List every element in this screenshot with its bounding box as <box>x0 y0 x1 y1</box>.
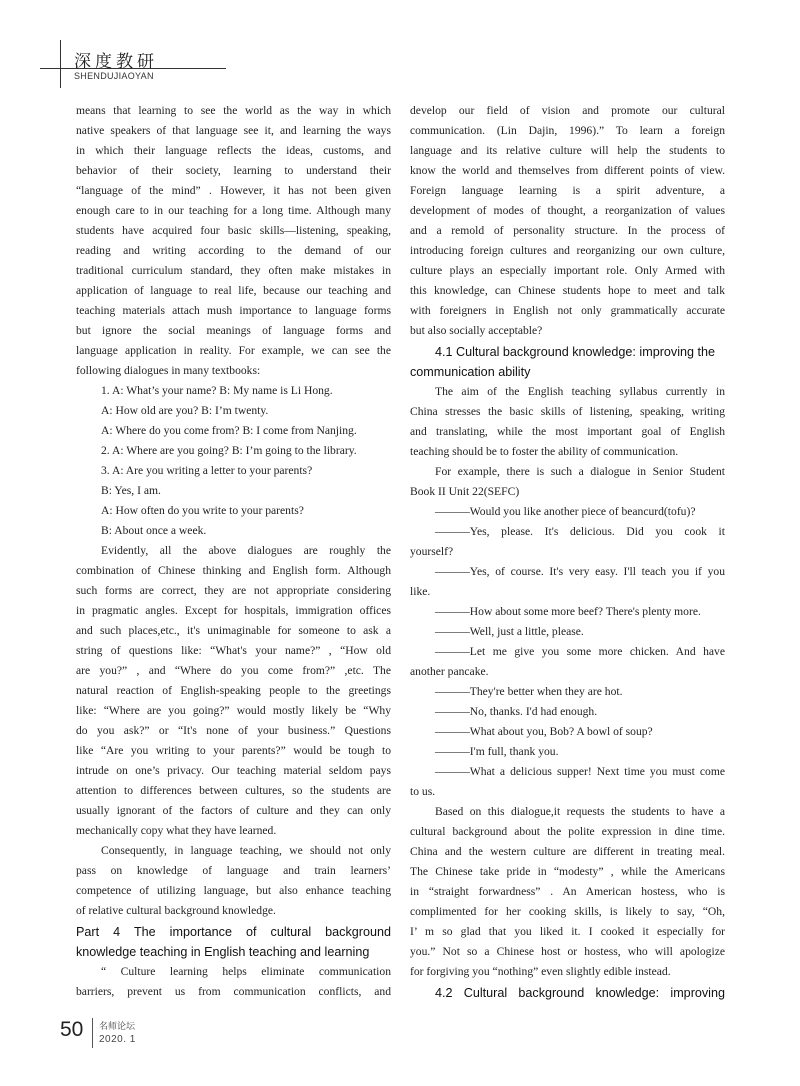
text-line: students have acquired four basic skills—listening, speaking, <box>76 224 391 237</box>
text-line: traditional curriculum standard, they often make mistakes in <box>76 264 391 277</box>
text-line: combination of Chinese thinking and English form. Although <box>76 564 391 577</box>
section-heading-line: Part 4 The importance of cultural background <box>76 925 391 939</box>
text-line: I’ m so glad that you liked it. I cooked it especially for <box>410 925 725 938</box>
text-line: mechanically copy what they have learned. <box>76 824 277 837</box>
section-heading-line: communication ability <box>410 365 531 379</box>
text-line: ———Well, just a little, please. <box>435 625 584 638</box>
text-line: natural reaction of English-speaking people to the greetings <box>76 684 391 697</box>
text-line: development of modes of thought, a reorganization of values <box>410 204 725 217</box>
dialogue-line: B: About once a week. <box>101 524 207 537</box>
text-line: you.” Not so a Chinese host or hostess, who will apologize <box>410 945 725 958</box>
footer-divider <box>92 1018 93 1048</box>
text-line: For example, there is such a dialogue in Senior Student <box>435 465 725 478</box>
text-line: do you ask?” or “It's none of your business.” Questions <box>76 724 391 737</box>
issue-number: 2020. 1 <box>99 1034 136 1045</box>
text-line: in pragmatic angles. Except for hospitals, immigration offices <box>76 604 391 617</box>
text-line: The aim of the English teaching syllabus currently in <box>435 385 725 398</box>
text-line: another pancake. <box>410 665 489 678</box>
text-line: pass on knowledge of language and train learners’ <box>76 864 391 877</box>
text-line: for forgiving you “nothing” even slightly edible instead. <box>410 965 671 978</box>
text-line: teaching materials attach mush importance to language forms <box>76 304 391 317</box>
text-line: application of language to real life, because our teaching and <box>76 284 391 297</box>
text-line: China stresses the basic skills of listening, speaking, writing <box>410 405 725 418</box>
text-line: Evidently, all the above dialogues are roughly the <box>101 544 391 557</box>
text-line: in which their language reflects the ideas, customs, and <box>76 144 391 157</box>
text-line: competence of utilizing language, but also enhance teaching <box>76 884 391 897</box>
text-line: of relative cultural background knowledge. <box>76 904 276 917</box>
left-text-column <box>76 101 391 1002</box>
text-line: complimented for her cooking skills, is likely to say, “Oh, <box>410 905 725 918</box>
text-line: such forms are correct, they are not appropriate considering <box>76 584 391 597</box>
text-line: like. <box>410 585 431 598</box>
section-heading-line: 4.1 Cultural background knowledge: improving the <box>435 345 716 359</box>
text-line: barriers, prevent us from communication conflicts, and <box>76 985 391 998</box>
dialogue-line: 2. A: Where are you going? B: I’m going to the library. <box>101 444 357 457</box>
text-line: and such places,etc., it's unimaginable for someone to ask a <box>76 624 391 637</box>
text-line: and translating, while the most important goal of English <box>410 425 725 438</box>
text-line: like “Are you writing to your parents?” would be tough to <box>76 744 391 757</box>
text-line: means that learning to see the world as the way in which <box>76 104 391 117</box>
text-line: with foreigners in English not only grammatically accurate <box>410 304 725 317</box>
section-heading-line: knowledge teaching in English teaching and learning <box>76 945 370 959</box>
text-line: ———I'm full, thank you. <box>435 745 559 758</box>
text-line: communication. (Lin Dajin, 1996).” To learn a foreign <box>410 124 725 137</box>
text-line: are you?” , and “Where do you come from?” ,etc. The <box>76 664 391 677</box>
text-line: ———Would you like another piece of beancurd(tofu)? <box>435 505 696 518</box>
text-line: ———What a delicious supper! Next time you must come <box>435 765 725 778</box>
section-heading-line: 4.2 Cultural background knowledge: improving <box>435 986 725 1000</box>
header-vertical-rule <box>60 40 61 88</box>
text-line: ———No, thanks. I'd had enough. <box>435 705 598 718</box>
text-line: to us. <box>410 785 436 798</box>
journal-name: 名师论坛 <box>99 1022 136 1032</box>
text-line: teaching should be to foster the ability of communication. <box>410 445 679 458</box>
dialogue-line: 3. A: Are you writing a letter to your parents? <box>101 464 313 477</box>
text-line: ———What about you, Bob? A bowl of soup? <box>435 725 653 738</box>
text-line: attention to differences between cultures, so the students are <box>76 784 391 797</box>
text-line: but also socially acceptable? <box>410 324 543 337</box>
text-line: know the world and themselves from different points of view. <box>410 164 725 177</box>
page-number: 50 <box>60 1018 84 1041</box>
text-line: in “straight forwardness” . An American hostess, who is <box>410 885 725 898</box>
text-line: and a remold of personality structure. In the process of <box>410 224 725 237</box>
text-line: ———How about some more beef? There's plenty more. <box>435 605 701 618</box>
dialogue-line: A: Where do you come from? B: I come from Nanjing. <box>101 424 357 437</box>
text-line: language and its relative culture will help the students to <box>410 144 725 157</box>
text-line: Consequently, in language teaching, we should not only <box>101 844 391 857</box>
text-line: “ Culture learning helps eliminate communication <box>101 965 391 978</box>
text-line: like: “Where are you going?” would mostly likely be “Why <box>76 704 391 717</box>
text-line: “language of the mind” . However, it has not been given <box>76 184 391 197</box>
text-line: ———Yes, please. It's delicious. Did you cook it <box>435 525 725 538</box>
dialogue-line: A: How old are you? B: I’m twenty. <box>101 404 269 417</box>
text-line: language application in reality. For example, we can see the <box>76 344 391 357</box>
text-line: behavior of their society, learning to understand their <box>76 164 391 177</box>
text-line: culture plays an especially important role. Only Armed with <box>410 264 725 277</box>
dialogue-line: A: How often do you write to your parents? <box>101 504 304 517</box>
text-line: but ignore the social meanings of language forms and <box>76 324 391 337</box>
text-line: ———Yes, of course. It's very easy. I'll teach you if you <box>435 565 725 578</box>
text-line: this knowledge, can Chinese students hope to meet and talk <box>410 284 725 297</box>
dialogue-line: B: Yes, I am. <box>101 484 161 497</box>
text-line: China and the western culture are different in treating meal. <box>410 845 725 858</box>
text-line: string of questions like: “What's your name?” , “How old <box>76 644 391 657</box>
text-line: The Chinese take pride in “modesty” , while the Americans <box>410 865 725 878</box>
text-line: enough care to in our teaching for a long time. Although many <box>76 204 391 217</box>
section-title: 深度教研 <box>74 52 158 72</box>
text-line: yourself? <box>410 545 454 558</box>
text-line: usually ignorant of the factors of culture and they can only <box>76 804 391 817</box>
text-line: cultural background about the polite expression in dine time. <box>410 825 725 838</box>
text-line: ———Let me give you some more chicken. And have <box>435 645 725 658</box>
text-line: native speakers of that language see it, and learning the ways <box>76 124 391 137</box>
text-line: introducing foreign cultures and reorganizing our own culture, <box>410 244 725 257</box>
text-line: Foreign language learning is a spirit adventure, a <box>410 184 725 197</box>
text-line: following dialogues in many textbooks: <box>76 364 261 377</box>
text-line: Based on this dialogue,it requests the students to have a <box>435 805 725 818</box>
text-line: intrude on one’s privacy. Our teaching material seldom pays <box>76 764 391 777</box>
text-line: reading and writing according to the demand of our <box>76 244 391 257</box>
dialogue-line: 1. A: What’s your name? B: My name is Li Hong. <box>101 384 333 397</box>
text-line: ———They're better when they are hot. <box>435 685 623 698</box>
text-line: develop our field of vision and promote our cultural <box>410 104 725 117</box>
right-text-column <box>410 101 725 1003</box>
section-subtitle: SHENDUJIAOYAN <box>74 71 154 81</box>
text-line: Book II Unit 22(SEFC) <box>410 485 520 498</box>
